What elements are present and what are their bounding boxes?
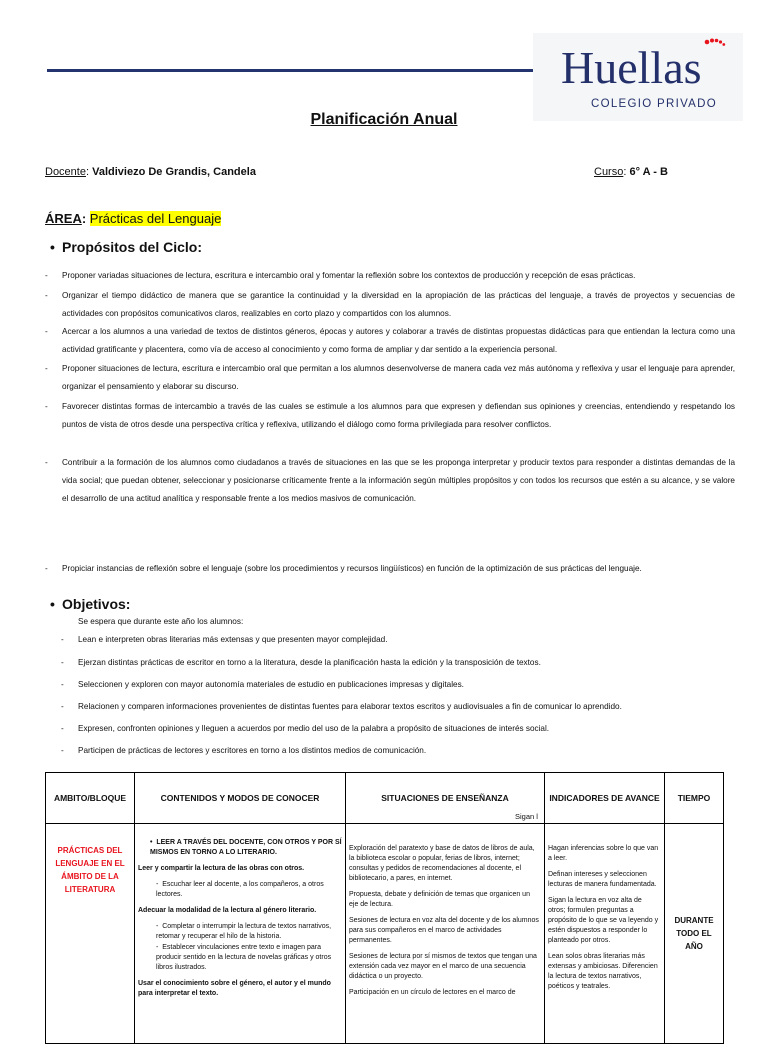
table-header-row: [46, 773, 724, 824]
situacion-item: Exploración del paratexto y base de datos de libros de aula, la biblioteca escolar o popular, ferias de libros, internet; consultas y pedidos de recomendaciones al docente, el bibliotecario, a pares, en internet.: [349, 845, 535, 882]
area-label: ÁREA: [45, 211, 82, 226]
contenidos-cell: [135, 824, 346, 1044]
side-note: Sigan l: [515, 812, 538, 821]
contenidos-sub1-item: - Escuchar leer al docente, a los compañeros, a otros lectores.: [156, 881, 324, 898]
objetivos-heading: • Objetivos:: [62, 596, 130, 612]
proposito-item: - Propiciar instancias de reflexión sobre el lenguaje (sobre los procedimientos y recursos lingüísticos) en función de la optimización de sus prácticas del lenguaje.: [45, 564, 642, 573]
proposito-item: - Acercar a los alumnos a una variedad de textos de distintos géneros, épocas y autores y colaborar a través de distintas propuestas didácticas para que entiendan la lectura como una actividad gratificante y placentera, como vía de acceso al conocimiento y como forma de ampliar y dar sentido a la experiencia personal.: [45, 327, 735, 354]
proposito-item: - Proponer variadas situaciones de lectura, escritura e intercambio oral y fomentar la reflexión sobre los contextos de producción y recepción de esas prácticas.: [45, 271, 636, 280]
objetivo-item: - Seleccionen y exploren con mayor autonomía materiales de estudio en publicaciones impresas y digitales.: [61, 680, 464, 689]
area-value: Prácticas del Lenguaje: [89, 211, 222, 226]
situaciones-cell: [346, 824, 545, 1044]
indicador-item: Sigan la lectura en voz alta de otros; formulen preguntas a propósito de lo que se va leyendo y estén dispuestos a responder lo planteado por otros.: [548, 897, 659, 944]
header-situaciones: SITUACIONES DE ENSEÑANZA: [346, 773, 545, 824]
header-indicadores: INDICADORES DE AVANCE: [545, 773, 665, 824]
logo-subtitle: COLEGIO PRIVADO: [591, 98, 718, 110]
docente-value: Valdiviezo De Grandis, Candela: [92, 166, 256, 178]
footprints-icon: [701, 37, 729, 61]
objetivo-item: - Expresen, confronten opiniones y lleguen a acuerdos por medio del uso de la palabra a propósito de situaciones de interés social.: [61, 724, 550, 733]
indicador-item: Lean solos obras literarias más extensas y ambiciosas. Diferencien la lectura de textos narrativos, poéticos y teatrales.: [548, 953, 658, 990]
objetivo-item: - Lean e interpreten obras literarias más extensas y que presenten mayor complejidad.: [61, 635, 388, 644]
propositos-heading: • Propósitos del Ciclo:: [62, 239, 202, 255]
contenidos-sub1: Leer y compartir la lectura de las obras con otros.: [138, 865, 305, 872]
situacion-item: Sesiones de lectura por sí mismos de textos que tengan una extensión cada vez mayor en el marco de una secuencia didáctica o un proyecto.: [349, 953, 537, 980]
ambito-cell: PRÁCTICAS DEL LENGUAJE EN EL ÁMBITO DE LA LITERATURA: [46, 824, 135, 1044]
proposito-item: - Favorecer distintas formas de intercambio a través de las cuales se estimule a los alumnos para que expresen y defiendan sus opiniones y creencias, entendiendo y respetando los puntos de vista de otros desde una perspectiva crítica y reflexiva, utilizando el diálogo como forma privilegiada para resolver conflictos.: [45, 402, 735, 429]
situacion-item: Propuesta, debate y definición de temas que organicen un eje de lectura.: [349, 891, 530, 908]
curso-value: 6° A - B: [629, 166, 668, 178]
curso-label: Curso: [594, 166, 624, 178]
indicador-item: Definan intereses y seleccionen lecturas de manera fundamentada.: [548, 871, 657, 888]
proposito-item: - Organizar el tiempo didáctico de manera que se garantice la continuidad y la diversidad en la apropiación de las prácticas del lenguaje, a través de proyectos y secuencias de actividades con propósitos comunicativos claros, realizables en corto plazo y compartidos con los alumnos.: [45, 291, 735, 318]
header-rule: [47, 69, 541, 72]
situacion-item: Sesiones de lectura en voz alta del docente y de los alumnos para sus compañeros en el marco de actividades permanentes.: [349, 917, 539, 944]
objetivo-item: - Participen de prácticas de lectores y escritores en torno a los distintos medios de comunicación.: [61, 746, 427, 755]
indicadores-cell: [545, 824, 665, 1044]
docente-label: Docente: [45, 166, 86, 178]
curso-line: Curso: 6° A - B: [594, 166, 668, 178]
contenidos-sub2-item: - Establecer vinculaciones entre texto e imagen para producir sentido en la lectura de novelas gráficas y otros libros ilustrados.: [156, 944, 332, 971]
situacion-item: Participación en un círculo de lectores en el marco de: [349, 989, 516, 996]
contenidos-sub3: Usar el conocimiento sobre el género, el autor y el mundo para interpretar el texto.: [138, 980, 331, 997]
contenidos-sub2: Adecuar la modalidad de la lectura al género literario.: [138, 907, 317, 914]
contenidos-bullet: • LEER A TRAVÉS DEL DOCENTE, CON OTROS Y POR SÍ MISMOS EN TORNO A LO LITERARIO.: [150, 839, 342, 856]
proposito-item: - Proponer situaciones de lectura, escritura e intercambio oral que permitan a los alumnos desenvolverse de manera cada vez más autónoma y reflexiva y usar el lenguaje para aprender, organizar el pensamiento y elaborar su discurso.: [45, 364, 735, 391]
tiempo-cell: DURANTE TODO EL AÑO: [665, 824, 724, 1044]
objetivo-item: - Relacionen y comparen informaciones provenientes de distintas fuentes para elaborar textos escritos y audiovisuales a fin de comunicar lo aprendido.: [61, 702, 622, 711]
header-contenidos: CONTENIDOS Y MODOS DE CONOCER: [135, 773, 346, 824]
proposito-item: - Contribuir a la formación de los alumnos como ciudadanos a través de situaciones en las que se les proponga interpretar y producir textos para responder a distintas demandas de la vida social; que puedan obtener, seleccionar y posicionarse críticamente frente a la información según múltiples propósitos y con todos los recursos que estén a su alcance, y se valore el desarrollo de una actitud analítica y responsable frente a los medios masivos de comunicación.: [45, 458, 735, 503]
contenidos-sub2-item: - Completar o interrumpir la lectura de textos narrativos, retomar y recuperar el hilo de la historia.: [156, 923, 332, 940]
objetivo-item: - Ejerzan distintas prácticas de escritor en torno a la literatura, desde la planificación hasta la edición y la transposición de textos.: [61, 658, 541, 667]
area-line: ÁREA: Prácticas del Lenguaje: [45, 211, 222, 226]
school-logo: [533, 33, 743, 121]
logo-name: Huellas: [561, 42, 702, 93]
header-ambito: AMBITO/BLOQUE: [46, 773, 135, 824]
planning-table: [45, 772, 724, 1044]
docente-line: Docente: Valdiviezo De Grandis, Candela: [45, 166, 256, 178]
table-row: [46, 824, 724, 1044]
indicador-item: Hagan inferencias sobre lo que van a leer.: [548, 845, 659, 862]
page-title: Planificación Anual: [310, 111, 458, 128]
objetivos-intro: Se espera que durante este año los alumnos:: [78, 617, 244, 626]
header-tiempo: TIEMPO: [665, 773, 724, 824]
